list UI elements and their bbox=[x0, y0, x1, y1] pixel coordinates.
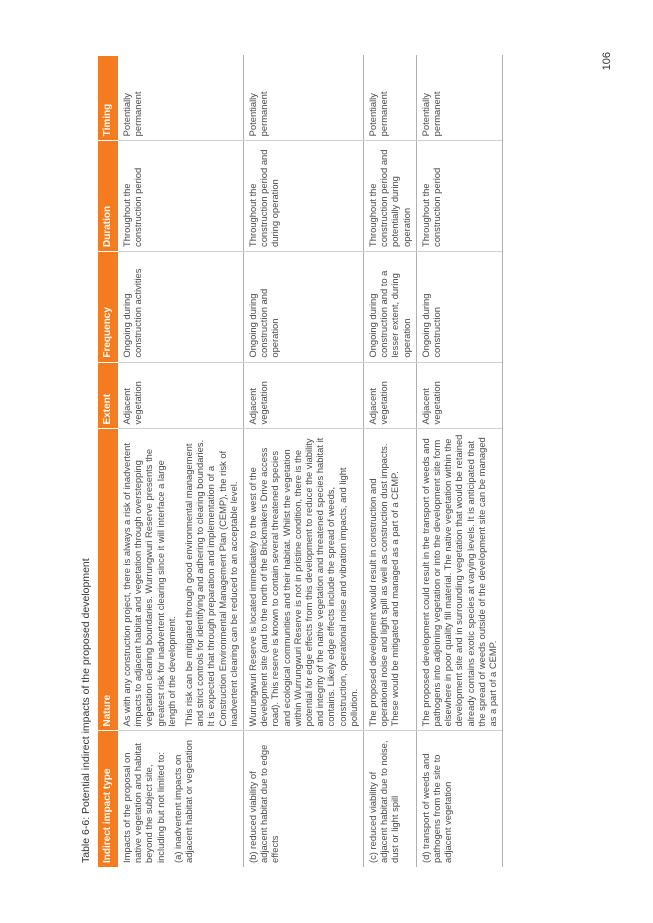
cell-frequency: Ongoing during construction and operation bbox=[244, 251, 364, 362]
cell-impact-type bbox=[416, 731, 502, 867]
cell-extent: Adjacent vegetation bbox=[118, 362, 244, 429]
cell-nature bbox=[244, 429, 364, 731]
header-duration: Duration bbox=[98, 141, 118, 252]
nature-text: The proposed development could result in the transport of weeds and pathogens into adjoining vegetation or into the development site form elsewhere in poor quality fill material. The native vegetation within the development site and in surrounding vegetation that would be retained already contains exotic species at varying levels. It is anticipated that the spread of weeds outside of the development site can be managed as a part of a CEMP. bbox=[419, 434, 499, 727]
header-timing: Timing bbox=[98, 56, 118, 141]
cell-nature bbox=[416, 429, 502, 731]
header-extent: Extent bbox=[98, 362, 118, 429]
header-frequency: Frequency bbox=[98, 251, 118, 362]
nature-text: Wurrungwuri Reserve is located immediately to the west of the development site (and to the north of the Brickmakers Drive access road). This reserve is known to contain several threatened species and ecological communities and their habitat. Whilst the vegetation within Wurrungwuri Reserve is not in pristine condition, there is the potential for edge effects from this development to reduce the viability and integrity of the native vegetation and threatened species habitat it contains. Likely edge effects include the spread of weeds, construction, operational noise and vibration impacts, and light pollution. bbox=[247, 437, 359, 727]
cell-duration: Throughout the construction period and during operation bbox=[244, 141, 364, 252]
cell-extent: Adjacent vegetation bbox=[364, 362, 417, 429]
cell-timing: Potentially permanent bbox=[244, 56, 364, 141]
impact-type-text: (c) reduced viability of adjacent habitat due to noise, dust or light spill bbox=[367, 740, 401, 863]
table-row bbox=[416, 56, 502, 868]
cell-duration: Throughout the construction period bbox=[118, 141, 244, 252]
table-header-row bbox=[98, 56, 118, 868]
cell-extent: Adjacent vegetation bbox=[244, 362, 364, 429]
impact-type-subitem: (a) inadvertent impacts on adjacent habitat or vegetation bbox=[171, 739, 195, 863]
cell-impact-type bbox=[244, 731, 364, 867]
cell-extent: Adjacent vegetation bbox=[416, 362, 502, 429]
cell-nature bbox=[118, 429, 244, 731]
impact-type-text: Impacts of the proposal on native vegetation and habitat beyond the subject site, including but not limited to: bbox=[121, 743, 166, 863]
header-impact-type: Indirect impact type bbox=[98, 731, 118, 867]
table-row bbox=[364, 56, 417, 868]
cell-frequency: Ongoing during construction bbox=[416, 251, 502, 362]
cell-duration: Throughout the construction period and potentially during operation bbox=[364, 141, 417, 252]
cell-timing: Potentially permanent bbox=[416, 56, 502, 141]
impact-type-text: (b) reduced viability of adjacent habitat due to edge effects bbox=[247, 744, 281, 863]
nature-text: As with any construction project, there is always a risk of inadvertent impacts to adjacent habitat and vegetation through overstepping vegetation clearing boundaries. Wurrungwuri Reserve presents the greatest risk for inadvertent clearing since it will interface a large length of the development. bbox=[121, 443, 177, 727]
cell-timing: Potentially permanent bbox=[364, 56, 417, 141]
cell-impact-type bbox=[364, 731, 417, 867]
cell-frequency: Ongoing during construction activities bbox=[118, 251, 244, 362]
cell-duration: Throughout the construction period bbox=[416, 141, 502, 252]
cell-timing: Potentially permanent bbox=[118, 56, 244, 141]
cell-impact-type bbox=[118, 731, 244, 867]
table-caption: Table 6-6: Potential indirect impacts of the proposed development bbox=[80, 558, 92, 863]
cell-frequency: Ongoing during construction and to a lesser extent, during operation bbox=[364, 251, 417, 362]
table-row bbox=[244, 56, 364, 868]
header-nature: Nature bbox=[98, 429, 118, 731]
cell-nature bbox=[364, 429, 417, 731]
page-number: 106 bbox=[601, 52, 613, 71]
indirect-impacts-table bbox=[98, 55, 503, 867]
nature-text: This risk can be mitigated through good environmental management and strict controls for identifying and adhering to clearing boundaries. It is expected that through preparation and implementation of a Construction Environmental Management Plan (CEMP), the risk of inadvertent clearing can be reduced to an acceptable level. bbox=[183, 439, 239, 727]
impact-type-text: (d) transport of weeds and pathogens from the site to adjacent vegetation bbox=[419, 753, 454, 863]
nature-text: The proposed development would result in construction and operational noise and light spill as well as construction dust impacts. These would be mitigated and managed as a part of a CEMP. bbox=[367, 443, 401, 727]
table-row bbox=[118, 56, 244, 868]
